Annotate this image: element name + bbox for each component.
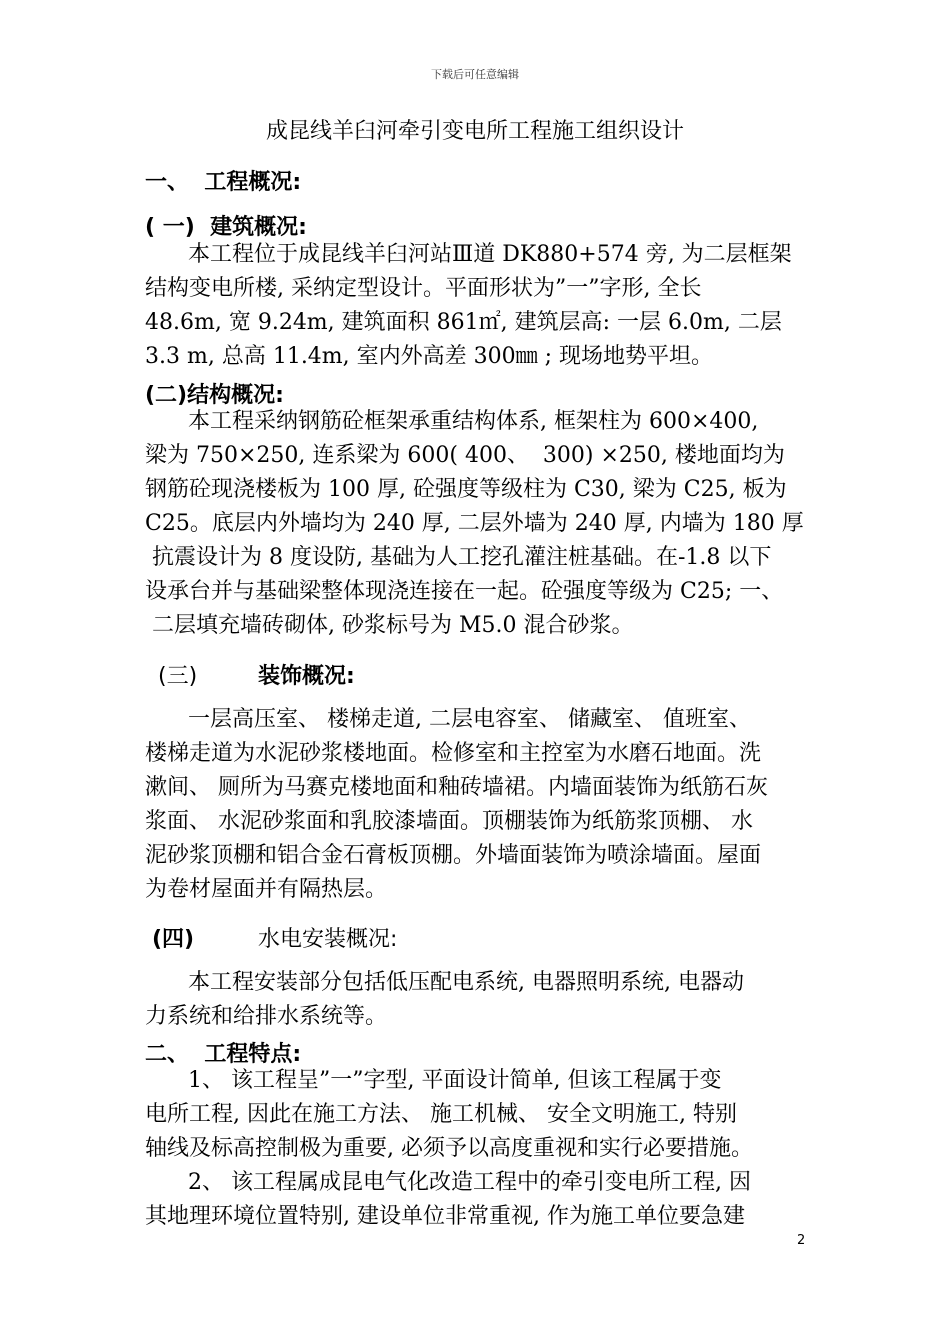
section-1-1-heading: ( 一) 建筑概况: — [145, 215, 307, 240]
paragraph-line: 本工程采纳钢筋砼框架承重结构体系, 框架柱为 600×400, — [188, 409, 759, 434]
paragraph-line: 漱间、 厕所为马赛克楼地面和釉砖墙裙。内墙面装饰为纸筋石灰 — [145, 775, 768, 800]
paragraph-line: 梁为 750×250, 连系梁为 600( 400、 300) ×250, 楼地面均为 — [145, 443, 785, 468]
paragraph-line: 本工程位于成昆线羊臼河站Ⅲ道 DK880+574 旁, 为二层框架 — [188, 242, 792, 267]
section-1-4-label: (四) — [152, 927, 195, 952]
page-number: 2 — [797, 1233, 806, 1248]
section-2-heading: 二、 工程特点: — [145, 1042, 302, 1067]
paragraph-line: 48.6m, 宽 9.24m, 建筑面积 861㎡, 建筑层高: 一层 6.0m, 二层 — [145, 310, 782, 335]
paragraph-line: 浆面、 水泥砂浆面和乳胶漆墙面。顶棚装饰为纸筋浆顶棚、 水 — [145, 809, 753, 834]
paragraph-line: 其地理环境位置特别, 建设单位非常重视, 作为施工单位要急建 — [145, 1204, 745, 1229]
paragraph-line: 钢筋砼现浇楼板为 100 厚, 砼强度等级柱为 C30, 梁为 C25, 板为 — [145, 477, 787, 502]
paragraph-line: 结构变电所楼, 采纳定型设计。平面形状为”一”字形, 全长 — [145, 276, 702, 301]
paragraph-line: 抗震设计为 8 度设防, 基础为人工挖孔灌注桩基础。在-1.8 以下 — [145, 545, 772, 570]
paragraph-line: 楼梯走道为水泥砂浆楼地面。检修室和主控室为水磨石地面。洗 — [145, 741, 762, 766]
section-1-heading: 一、 工程概况: — [145, 170, 302, 195]
section-1-4-heading: 水电安装概况: — [258, 927, 398, 952]
section-1-3-heading: 装饰概况: — [258, 664, 355, 689]
paragraph-line: 本工程安装部分包括低压配电系统, 电器照明系统, 电器动 — [188, 970, 744, 995]
paragraph-line: C25。底层内外墙均为 240 厚, 二层外墙为 240 厚, 内墙为 180 厚 — [145, 511, 804, 536]
paragraph-line: 设承台并与基础梁整体现浇连接在一起。砼强度等级为 C25; 一、 — [145, 579, 784, 604]
paragraph-line: 二层填充墙砖砌体, 砂浆标号为 M5.0 混合砂浆。 — [145, 613, 634, 638]
paragraph-line: 力系统和给排水系统等。 — [145, 1004, 388, 1029]
paragraph-line: 2、 该工程属成昆电气化改造工程中的牵引变电所工程, 因 — [188, 1170, 751, 1195]
document-title: 成昆线羊臼河牵引变电所工程施工组织设计 — [265, 119, 684, 144]
section-1-3-label: (三) — [158, 664, 198, 689]
paragraph-line: 一层高压室、 楼梯走道, 二层电容室、 储藏室、 值班室、 — [188, 707, 751, 732]
paragraph-line: 为卷材屋面并有隔热层。 — [145, 877, 388, 902]
paragraph-line: 轴线及标高控制极为重要, 必须予以高度重视和实行必要措施。 — [145, 1136, 753, 1161]
header-note: 下载后可任意编辑 — [431, 68, 519, 81]
section-1-2-heading: (二)结构概况: — [145, 383, 284, 408]
paragraph-line: 1、 该工程呈”一”字型, 平面设计简单, 但该工程属于变 — [188, 1068, 722, 1093]
paragraph-line: 3.3 m, 总高 11.4m, 室内外高差 300㎜ ; 现场地势平坦。 — [145, 344, 714, 369]
paragraph-line: 电所工程, 因此在施工方法、 施工机械、 安全文明施工, 特别 — [145, 1102, 737, 1127]
paragraph-line: 泥砂浆顶棚和铝合金石膏板顶棚。外墙面装饰为喷涂墙面。屋面 — [145, 843, 762, 868]
